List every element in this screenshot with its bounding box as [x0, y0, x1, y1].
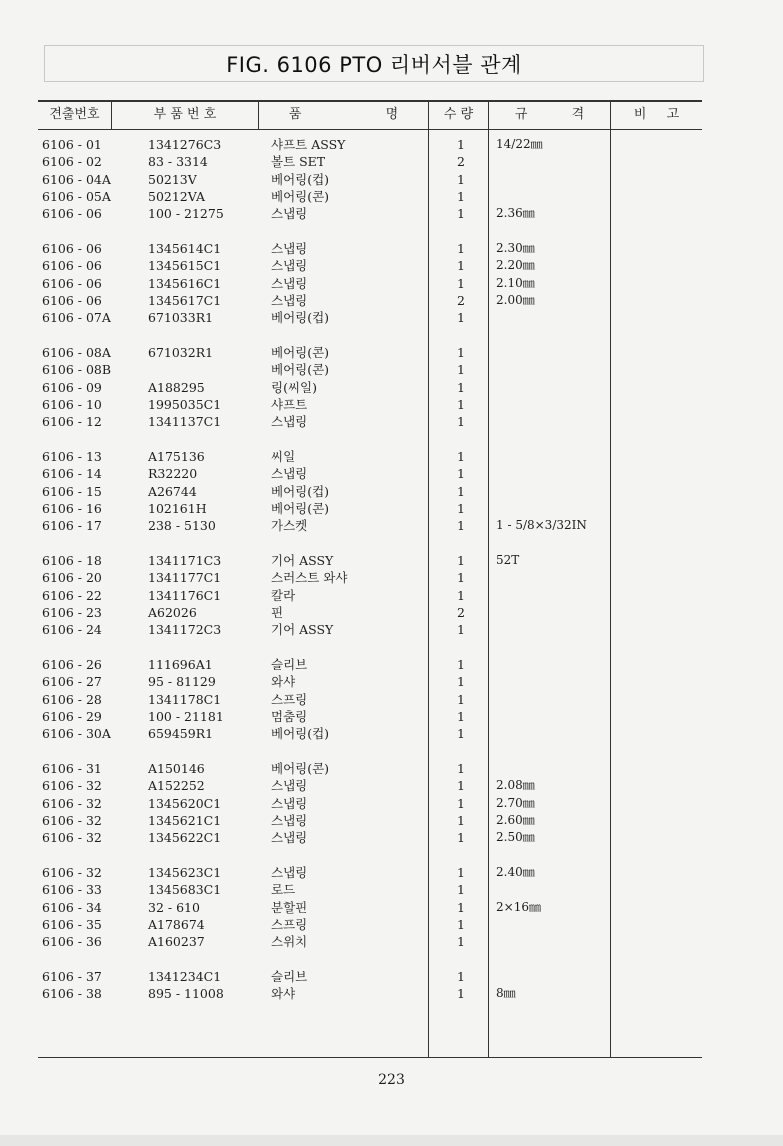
header-part-name: 품 명	[288, 107, 399, 122]
part-no-cell: 895 - 11008	[148, 986, 224, 1002]
drawing-no-cell: 6106 - 14	[42, 466, 102, 482]
parts-table	[38, 100, 702, 1058]
part-no-cell: A62026	[148, 604, 197, 620]
drawing-no-cell: 6106 - 08A	[42, 345, 111, 360]
drawing-no-cell: 6106 - 15	[42, 483, 102, 499]
qty-cell: 1	[457, 483, 465, 499]
qty-cell: 1	[457, 986, 465, 1002]
spec-cell: 2.40㎜	[496, 865, 535, 879]
part-name-cell: 스냅링	[271, 795, 308, 811]
part-name-cell: 스냅링	[271, 865, 308, 880]
spec-cell: 8㎜	[496, 986, 516, 1001]
drawing-no-cell: 6106 - 32	[42, 812, 102, 828]
drawing-no-cell: 6106 - 08B	[42, 362, 112, 378]
part-name-cell: 베어링(콘)	[271, 188, 330, 204]
part-name-cell: 베어링(콘)	[271, 761, 330, 776]
drawing-no-cell: 6106 - 33	[42, 882, 102, 898]
part-no-cell: 671032R1	[148, 345, 214, 360]
part-no-cell: 102161H	[148, 500, 207, 516]
title-box	[44, 45, 704, 82]
part-no-cell: 1341171C3	[148, 553, 222, 568]
header-remarks: 비 고	[633, 107, 680, 122]
spec-cell: 2.00㎜	[496, 292, 535, 307]
qty-cell: 1	[457, 865, 465, 880]
spec-cell: 2.20㎜	[496, 258, 535, 273]
header-qty: 수 량	[443, 107, 474, 122]
part-no-cell: 238 - 5130	[148, 518, 216, 534]
part-no-cell: 100 - 21275	[148, 206, 224, 222]
part-no-cell: 100 - 21181	[148, 708, 224, 724]
drawing-no-cell: 6106 - 34	[42, 899, 102, 915]
header-drawing-no: 견출번호	[49, 107, 100, 122]
qty-cell: 2	[457, 292, 465, 308]
part-name-cell: 핀	[271, 604, 284, 620]
qty-cell: 1	[457, 188, 465, 204]
part-no-cell: 32 - 610	[148, 899, 200, 915]
part-no-cell: 1341234C1	[148, 969, 222, 984]
qty-cell: 1	[457, 206, 465, 222]
part-no-cell: A160237	[148, 934, 205, 950]
part-no-cell: 83 - 3314	[148, 154, 208, 170]
part-no-cell: 1341176C1	[148, 587, 222, 603]
drawing-no-cell: 6106 - 32	[42, 830, 102, 846]
page-title: FIG. 6106 PTO 리버서블 관계	[226, 52, 522, 77]
qty-cell: 1	[457, 310, 465, 326]
qty-cell: 1	[457, 500, 465, 516]
part-no-cell: A150146	[148, 761, 205, 776]
drawing-no-cell: 6106 - 17	[42, 518, 102, 534]
part-name-cell: 스프링	[271, 916, 308, 932]
part-no-cell: 1345623C1	[148, 865, 222, 880]
part-no-cell: 50212VA	[148, 188, 205, 204]
spec-cell: 2.36㎜	[496, 206, 535, 221]
part-name-cell: 베어링(컵)	[271, 310, 330, 326]
part-name-cell: 가스켓	[271, 518, 308, 534]
col-divider	[428, 100, 429, 1058]
qty-cell: 1	[457, 761, 465, 776]
drawing-no-cell: 6106 - 32	[42, 778, 102, 794]
qty-cell: 1	[457, 812, 465, 828]
qty-cell: 1	[457, 258, 465, 274]
qty-cell: 1	[457, 362, 465, 378]
part-no-cell: 1341178C1	[148, 691, 222, 707]
part-name-cell: 스냅링	[271, 812, 308, 828]
part-no-cell: 1341172C3	[148, 622, 222, 638]
qty-cell: 1	[457, 518, 465, 534]
qty-cell: 1	[457, 830, 465, 846]
drawing-no-cell: 6106 - 27	[42, 674, 102, 690]
part-no-cell: A152252	[148, 778, 205, 794]
part-no-cell: 1995035C1	[148, 396, 222, 412]
scan-edge	[0, 1135, 783, 1146]
qty-cell: 1	[457, 275, 465, 291]
spec-cell: 2.10㎜	[496, 275, 535, 290]
part-name-cell: 베어링(콘)	[271, 362, 330, 378]
col-divider	[610, 100, 611, 1058]
drawing-no-cell: 6106 - 06	[42, 206, 102, 222]
drawing-no-cell: 6106 - 10	[42, 396, 102, 412]
drawing-no-cell: 6106 - 16	[42, 500, 102, 516]
table-bottom-rule	[38, 1057, 702, 1058]
drawing-no-cell: 6106 - 30A	[42, 726, 111, 742]
drawing-no-cell: 6106 - 32	[42, 865, 102, 880]
part-name-cell: 기어 ASSY	[271, 553, 334, 568]
drawing-no-cell: 6106 - 20	[42, 570, 102, 586]
drawing-no-cell: 6106 - 13	[42, 449, 102, 464]
part-name-cell: 스냅링	[271, 258, 308, 274]
drawing-no-cell: 6106 - 35	[42, 916, 102, 932]
spec-cell: 2.30㎜	[496, 241, 535, 255]
qty-cell: 1	[457, 466, 465, 482]
drawing-no-cell: 6106 - 06	[42, 275, 102, 291]
qty-cell: 1	[457, 396, 465, 412]
part-name-cell: 스위치	[271, 934, 308, 950]
drawing-no-cell: 6106 - 09	[42, 379, 102, 395]
part-no-cell: R32220	[148, 466, 198, 482]
part-no-cell: 50213V	[148, 171, 197, 187]
qty-cell: 1	[457, 241, 465, 256]
spec-cell: 1 - 5/8×3/32IN	[496, 518, 587, 533]
part-name-cell: 스냅링	[271, 778, 308, 794]
part-no-cell: 671033R1	[148, 310, 214, 326]
part-no-cell: A175136	[148, 449, 205, 464]
part-name-cell: 와샤	[271, 674, 296, 690]
part-no-cell: 1345615C1	[148, 258, 222, 274]
qty-cell: 1	[457, 708, 465, 724]
spec-cell: 52T	[496, 553, 520, 567]
part-name-cell: 베어링(컵)	[271, 726, 330, 742]
drawing-no-cell: 6106 - 01	[42, 137, 102, 152]
drawing-no-cell: 6106 - 06	[42, 258, 102, 274]
part-name-cell: 샤프트 ASSY	[271, 137, 346, 152]
part-no-cell: 1345620C1	[148, 795, 222, 811]
drawing-no-cell: 6106 - 23	[42, 604, 102, 620]
part-no-cell: 1345621C1	[148, 812, 222, 828]
part-name-cell: 슬리브	[271, 969, 308, 984]
part-no-cell: 1345617C1	[148, 292, 222, 308]
part-no-cell: 1341276C3	[148, 137, 222, 152]
part-name-cell: 멈춤링	[271, 708, 308, 724]
part-name-cell: 기어 ASSY	[271, 622, 334, 638]
qty-cell: 1	[457, 691, 465, 707]
qty-cell: 1	[457, 899, 465, 915]
qty-cell: 1	[457, 795, 465, 811]
qty-cell: 1	[457, 449, 465, 464]
drawing-no-cell: 6106 - 04A	[42, 171, 111, 187]
drawing-no-cell: 6106 - 02	[42, 154, 102, 170]
drawing-no-cell: 6106 - 28	[42, 691, 102, 707]
part-name-cell: 스러스트 와샤	[271, 570, 348, 586]
qty-cell: 1	[457, 570, 465, 586]
part-name-cell: 스냅링	[271, 830, 308, 846]
drawing-no-cell: 6106 - 29	[42, 708, 102, 724]
part-name-cell: 링(씨일)	[271, 379, 317, 395]
part-name-cell: 스냅링	[271, 241, 308, 256]
part-name-cell: 씨일	[271, 449, 296, 464]
qty-cell: 1	[457, 379, 465, 395]
header-part-no: 부 품 번 호	[153, 107, 217, 122]
qty-cell: 1	[457, 171, 465, 187]
qty-cell: 1	[457, 674, 465, 690]
drawing-no-cell: 6106 - 07A	[42, 310, 111, 326]
drawing-no-cell: 6106 - 32	[42, 795, 102, 811]
part-name-cell: 스냅링	[271, 206, 308, 222]
part-name-cell: 와샤	[271, 986, 296, 1002]
qty-cell: 1	[457, 916, 465, 932]
drawing-no-cell: 6106 - 26	[42, 657, 102, 672]
qty-cell: 1	[457, 345, 465, 360]
part-name-cell: 스냅링	[271, 292, 308, 308]
drawing-no-cell: 6106 - 37	[42, 969, 102, 984]
qty-cell: 1	[457, 882, 465, 898]
part-no-cell: 1345614C1	[148, 241, 222, 256]
part-name-cell: 스프링	[271, 691, 308, 707]
drawing-no-cell: 6106 - 31	[42, 761, 102, 776]
drawing-no-cell: 6106 - 18	[42, 553, 102, 568]
part-name-cell: 슬리브	[271, 657, 308, 672]
spec-cell: 2×16㎜	[496, 899, 541, 914]
qty-cell: 1	[457, 553, 465, 568]
part-name-cell: 베어링(콘)	[271, 345, 330, 360]
part-name-cell: 베어링(컵)	[271, 171, 330, 187]
part-name-cell: 로드	[271, 882, 296, 898]
spec-cell: 2.70㎜	[496, 795, 535, 810]
part-no-cell: 1341137C1	[148, 414, 222, 430]
part-no-cell: 1345616C1	[148, 275, 222, 291]
drawing-no-cell: 6106 - 06	[42, 241, 102, 256]
part-name-cell: 볼트 SET	[271, 154, 326, 170]
part-no-cell: 659459R1	[148, 726, 214, 742]
part-name-cell: 분할핀	[271, 899, 308, 915]
qty-cell: 1	[457, 622, 465, 638]
qty-cell: 1	[457, 726, 465, 742]
spec-cell: 2.08㎜	[496, 778, 535, 793]
qty-cell: 2	[457, 604, 465, 620]
spec-cell: 2.60㎜	[496, 812, 535, 827]
drawing-no-cell: 6106 - 38	[42, 986, 102, 1002]
spec-cell: 2.50㎜	[496, 830, 535, 845]
page-number: 223	[378, 1072, 405, 1088]
part-no-cell: 95 - 81129	[148, 674, 216, 690]
drawing-no-cell: 6106 - 36	[42, 934, 102, 950]
qty-cell: 1	[457, 934, 465, 950]
part-no-cell: A26744	[148, 483, 197, 499]
part-name-cell: 스냅링	[271, 466, 308, 482]
drawing-no-cell: 6106 - 24	[42, 622, 102, 638]
qty-cell: 1	[457, 587, 465, 603]
part-name-cell: 샤프트	[271, 396, 308, 412]
part-no-cell: 1345683C1	[148, 882, 222, 898]
qty-cell: 1	[457, 778, 465, 794]
spec-cell: 14/22㎜	[496, 137, 543, 151]
drawing-no-cell: 6106 - 06	[42, 292, 102, 308]
qty-cell: 1	[457, 414, 465, 430]
part-name-cell: 칼라	[271, 587, 296, 603]
qty-cell: 2	[457, 154, 465, 170]
qty-cell: 1	[457, 137, 465, 152]
part-no-cell: 1341177C1	[148, 570, 222, 586]
drawing-no-cell: 6106 - 12	[42, 414, 102, 430]
drawing-no-cell: 6106 - 05A	[42, 188, 111, 204]
part-no-cell: 1345622C1	[148, 830, 222, 846]
qty-cell: 1	[457, 969, 465, 984]
part-no-cell: 111696A1	[148, 657, 213, 672]
part-name-cell: 베어링(컵)	[271, 483, 330, 499]
part-name-cell: 스냅링	[271, 275, 308, 291]
qty-cell: 1	[457, 657, 465, 672]
drawing-no-cell: 6106 - 22	[42, 587, 102, 603]
part-name-cell: 스냅링	[271, 414, 308, 430]
part-name-cell: 베어링(콘)	[271, 500, 330, 516]
part-no-cell: A178674	[148, 916, 205, 932]
part-no-cell: A188295	[148, 379, 205, 395]
header-spec: 규 격	[514, 107, 585, 122]
